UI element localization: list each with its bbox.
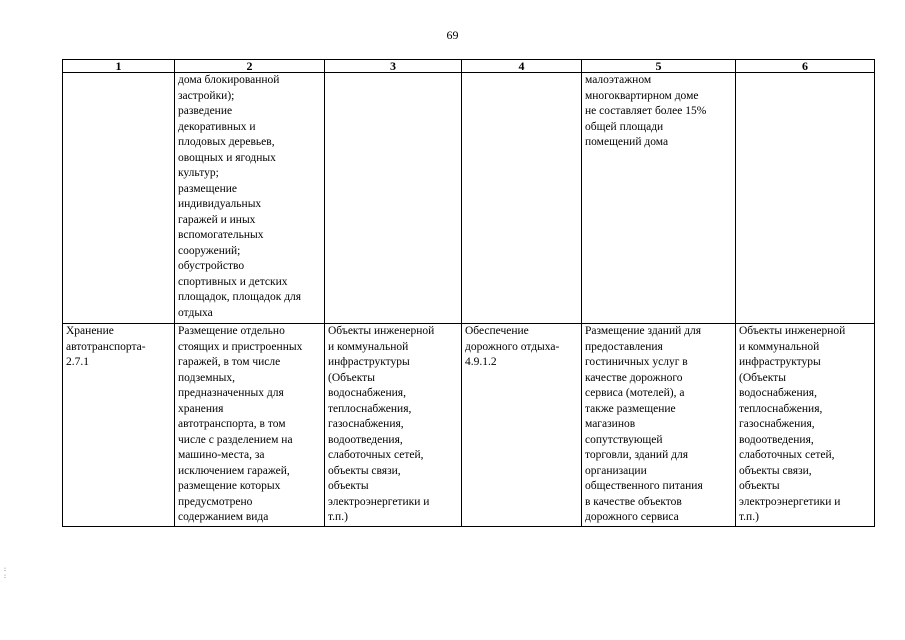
- table-cell: Хранение автотранспорта- 2.7.1: [63, 324, 175, 527]
- table-row: [63, 324, 875, 527]
- table-header-row: [63, 60, 875, 73]
- column-header: 3: [325, 60, 462, 73]
- table-cell: Объекты инженерной и коммунальной инфраструктуры (Объекты водоснабжения, теплоснабжения, газоснабжения, водоотведения, слаботочных сетей, объекты связи, объекты электроэнергетики и т.п.): [736, 324, 875, 527]
- table-cell: [325, 73, 462, 324]
- table-cell: [462, 73, 582, 324]
- table-row: [63, 73, 875, 324]
- table-cell: дома блокированной застройки); разведение декоративных и плодовых деревьев, овощных и ягодных культур; размещение индивидуальных гаражей и иных вспомогательных сооружений; обустройство спортивных и детских площадок, площадок для отдыха: [175, 73, 325, 324]
- column-header: 6: [736, 60, 875, 73]
- table-cell: Объекты инженерной и коммунальной инфраструктуры (Объекты водоснабжения, теплоснабжения, газоснабжения, водоотведения, слаботочных сетей, объекты связи, объекты электроэнергетики и т.п.): [325, 324, 462, 527]
- table-cell: [63, 73, 175, 324]
- table-cell: малоэтажном многоквартирном доме не составляет более 15% общей площади помещений дома: [582, 73, 736, 324]
- column-header: 5: [582, 60, 736, 73]
- scan-artifact-mark: : :: [4, 566, 7, 580]
- table-cell: Обеспечение дорожного отдыха- 4.9.1.2: [462, 324, 582, 527]
- column-header: 1: [63, 60, 175, 73]
- table-cell: [736, 73, 875, 324]
- page-number: 69: [446, 28, 459, 42]
- table-cell: Размещение отдельно стоящих и пристроенных гаражей, в том числе подземных, предназначенных для хранения автотранспорта, в том числе с разделением на машино-места, за исключением гаражей, размещение которых предусмотрено содержанием вида: [175, 324, 325, 527]
- column-header: 2: [175, 60, 325, 73]
- column-header: 4: [462, 60, 582, 73]
- table-cell: Размещение зданий для предоставления гостиничных услуг в качестве дорожного сервиса (мотелей), а также размещение магазинов сопутствующей торговли, зданий для организации общественного питания в качестве объектов дорожного сервиса: [582, 324, 736, 527]
- land-use-table: [62, 59, 875, 527]
